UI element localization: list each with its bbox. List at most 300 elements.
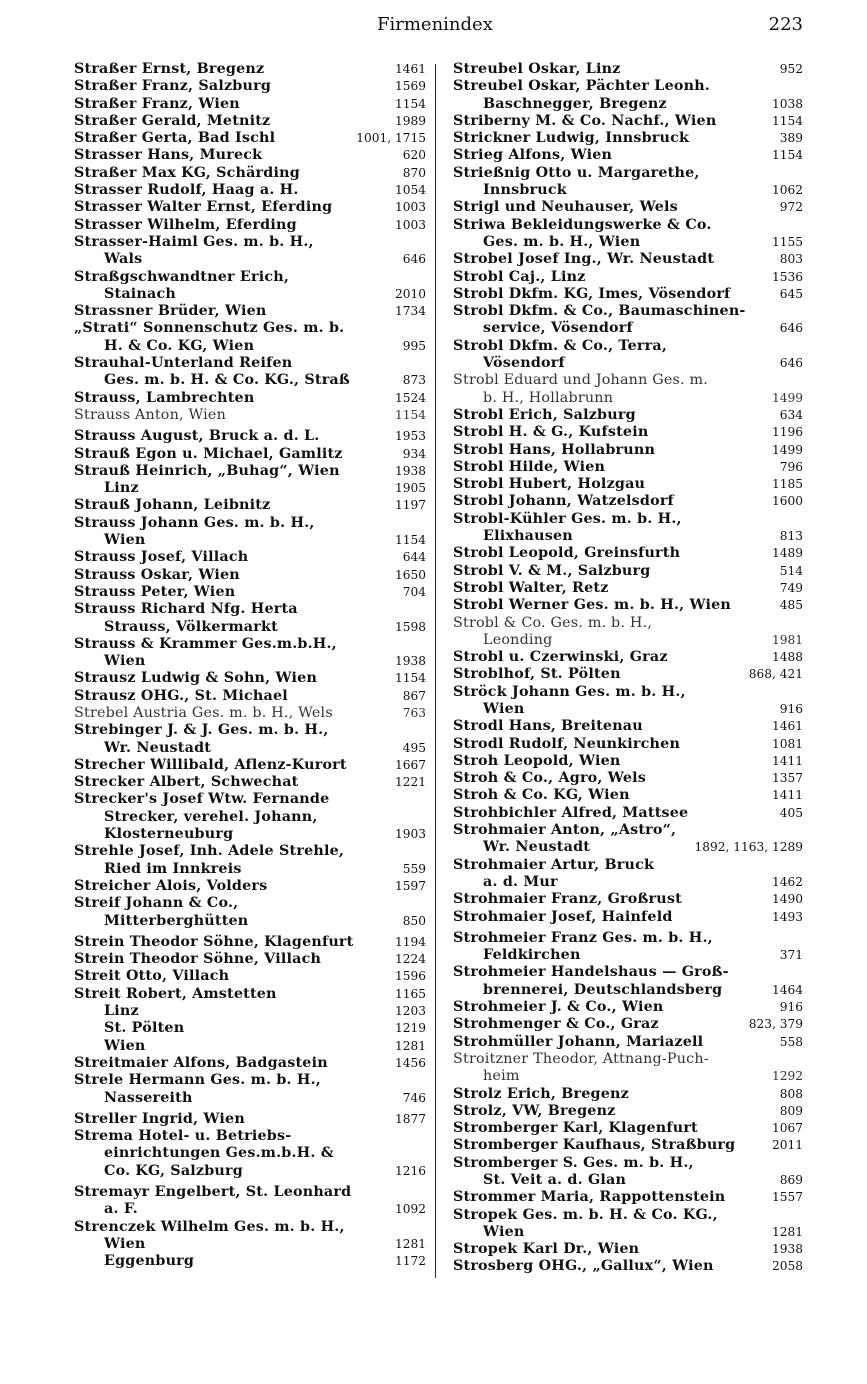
entry-page-ref: 1221 (394, 775, 426, 790)
entry-page-ref: 1154 (771, 113, 803, 128)
entry-name: Strobl Walter, Retz (453, 579, 609, 596)
entry-name: Striberny M. & Co. Nachf., Wien (453, 112, 717, 129)
index-entry (453, 580, 803, 597)
entry-page-ref: 1001, 1715 (356, 131, 426, 146)
entry-name: Straßer Gerta, Bad Ischl (74, 130, 276, 147)
entry-name: Straßer Gerald, Metnitz (74, 112, 271, 129)
entry-name: Straßgschwandtner Erich, (74, 268, 290, 285)
entry-name: Strohmeier Franz Ges. m. b. H., (453, 929, 713, 946)
index-entry (453, 1172, 803, 1189)
entry-name: Wr. Neustadt (104, 739, 212, 756)
entry-name: Strauss Anton, Wien (74, 406, 226, 423)
index-entry (453, 770, 803, 787)
entry-name: Strobl Leopold, Greinsfurth (453, 545, 681, 562)
entry-name: Straßer Max KG, Schärding (74, 164, 300, 181)
index-entry (453, 286, 803, 303)
index-entry (453, 320, 803, 337)
page-number: 223 (768, 14, 803, 35)
index-entry (453, 459, 803, 476)
entry-page-ref: 1600 (771, 494, 803, 509)
index-entry (74, 705, 426, 722)
index-entry (74, 688, 426, 705)
entry-name: Innsbruck (483, 182, 567, 199)
index-entry (453, 130, 803, 147)
entry-name: Wien (104, 1037, 146, 1054)
index-entry (74, 774, 426, 791)
entry-page-ref: 1938 (771, 1242, 803, 1257)
entry-name: Strohbichler Alfred, Mattsee (453, 804, 689, 821)
index-entry (74, 843, 426, 860)
index-entry (453, 1224, 803, 1241)
entry-page-ref: 2058 (771, 1259, 803, 1274)
entry-page-ref: 1489 (771, 546, 803, 561)
index-entry (74, 653, 426, 670)
index-entry (74, 1253, 426, 1270)
index-entry (453, 563, 803, 580)
entry-name: Linz (104, 1003, 139, 1020)
entry-page-ref: 823, 379 (748, 1017, 803, 1032)
index-entry (74, 567, 426, 584)
entry-name: Strecker's Josef Wtw. Fernande (74, 791, 330, 808)
entry-name: heim (483, 1068, 520, 1085)
index-entry (453, 805, 803, 822)
entry-name: Strauß Johann, Leibnitz (74, 497, 271, 514)
index-entry (453, 964, 803, 981)
entry-name: Ges. m. b. H., Wien (483, 233, 641, 250)
right-column (453, 61, 803, 1276)
entry-page-ref: 1154 (394, 533, 426, 548)
index-entry (74, 826, 426, 843)
entry-name: Strobel Josef Ing., Wr. Neustadt (453, 251, 715, 268)
entry-name: Strauhal-Unterland Reifen (74, 355, 293, 372)
entry-page-ref: 1569 (394, 79, 426, 94)
index-entry (74, 269, 426, 286)
index-entry (453, 839, 803, 856)
entry-page-ref: 704 (402, 584, 426, 599)
entry-name: Strobl Eduard und Johann Ges. m. (453, 372, 709, 389)
page-title: Firmenindex (377, 14, 493, 35)
entry-name: Wien (104, 532, 146, 549)
index-entry (74, 497, 426, 514)
entry-name: Streubel Oskar, Pächter Leonh. (453, 78, 710, 95)
entry-name: St. Pölten (104, 1020, 185, 1037)
entry-page-ref: 558 (779, 1034, 803, 1049)
entry-name: Wr. Neustadt (483, 839, 591, 856)
entry-page-ref: 869 (779, 1173, 803, 1187)
entry-name: Strobl Johann, Watzelsdorf (453, 493, 674, 510)
index-entry (74, 113, 426, 130)
entry-page-ref: 1154 (394, 407, 426, 422)
entry-name: Strauß Heinrich, „Buhag“, Wien (74, 462, 340, 479)
entry-name: Ges. m. b. H. & Co. KG., Straß (104, 372, 350, 389)
entry-name: Strosberg OHG., „Gallux“, Wien (453, 1258, 714, 1275)
entry-name: Ströck Johann Ges. m. b. H., (453, 683, 686, 700)
index-entry (453, 493, 803, 510)
index-entry (453, 234, 803, 251)
entry-name: Strobl Hilde, Wien (453, 458, 606, 475)
index-entry (74, 619, 426, 636)
index-entry (74, 1090, 426, 1107)
entry-name: service, Vösendorf (483, 320, 633, 337)
entry-page-ref: 1456 (394, 1055, 426, 1070)
entry-page-ref: 646 (779, 321, 803, 336)
index-entry (74, 217, 426, 234)
index-entry (453, 269, 803, 286)
entry-page-ref: 1292 (771, 1069, 803, 1084)
entry-page-ref: 1488 (771, 650, 803, 665)
entry-page-ref: 1172 (394, 1254, 426, 1269)
entry-page-ref: 1499 (771, 390, 803, 405)
index-entry (74, 968, 426, 985)
entry-name: Strausz Ludwig & Sohn, Wien (74, 670, 318, 687)
entry-name: Strema Hotel- u. Betriebs- (74, 1128, 292, 1145)
index-entry (74, 934, 426, 951)
index-entry (74, 791, 426, 808)
index-entry (453, 982, 803, 999)
index-entry (453, 303, 803, 320)
entry-name: Strohmaier Franz, Großrust (453, 891, 682, 908)
entry-name: einrichtungen Ges.m.b.H. & (104, 1145, 334, 1162)
entry-page-ref: 916 (779, 1000, 803, 1015)
index-entry (74, 251, 426, 268)
entry-name: Stroitzner Theodor, Attnang-Puch- (453, 1050, 709, 1067)
entry-name: Strobl Caj., Linz (453, 268, 586, 285)
index-entry (453, 1051, 803, 1068)
entry-name: Strohmaier Josef, Hainfeld (453, 908, 673, 925)
entry-name: Strobl Dkfm. & Co., Terra, (453, 337, 668, 354)
entry-name: Eggenburg (104, 1253, 195, 1270)
entry-name: Stropek Karl Dr., Wien (453, 1241, 640, 1258)
entry-page-ref: 746 (402, 1090, 426, 1105)
entry-page-ref: 1154 (771, 148, 803, 163)
entry-name: Strobl Dkfm. & Co., Baumaschinen- (453, 303, 746, 320)
entry-name: Stroh & Co. KG, Wien (453, 787, 630, 804)
index-entry (74, 390, 426, 407)
entry-name: Strassner Brüder, Wien (74, 303, 267, 320)
index-entry (453, 1207, 803, 1224)
entry-name: Strobl Werner Ges. m. b. H., Wien (453, 597, 732, 614)
entry-page-ref: 1493 (771, 909, 803, 924)
entry-name: Nassereith (104, 1089, 193, 1106)
index-entry (453, 684, 803, 701)
index-entry (453, 1068, 803, 1085)
entry-page-ref: 867 (402, 688, 426, 703)
entry-page-ref: 916 (779, 701, 803, 716)
entry-page-ref: 1154 (394, 96, 426, 111)
entry-name: Stroh Leopold, Wien (453, 752, 621, 769)
entry-name: Stropek Ges. m. b. H. & Co. KG., (453, 1206, 718, 1223)
index-entry (74, 1184, 426, 1201)
index-entry (453, 199, 803, 216)
entry-name: Elixhausen (483, 528, 573, 545)
index-entry (453, 1016, 803, 1033)
entry-page-ref: 1734 (394, 304, 426, 319)
index-entry (74, 96, 426, 113)
entry-name: Strausz OHG., St. Michael (74, 687, 288, 704)
entry-name: Strobl Hans, Hollabrunn (453, 441, 656, 458)
entry-name: Strolz Erich, Bregenz (453, 1085, 629, 1102)
entry-name: Strohmeier Handelshaus — Groß- (453, 964, 729, 981)
entry-name: Klosterneuburg (104, 826, 234, 843)
entry-name: Strasser Walter Ernst, Eferding (74, 199, 333, 216)
entry-name: Strobl Erich, Salzburg (453, 406, 636, 423)
entry-name: Strobl Dkfm. KG, Imes, Vösendorf (453, 285, 731, 302)
entry-page-ref: 1903 (394, 827, 426, 842)
index-entry (74, 584, 426, 601)
index-entry (74, 532, 426, 549)
index-entry (453, 511, 803, 528)
column-divider (435, 64, 436, 1278)
index-entry (74, 372, 426, 389)
index-entry (74, 861, 426, 878)
entry-name: Wien (104, 1235, 146, 1252)
entry-page-ref: 934 (402, 446, 426, 461)
entry-name: Streit Robert, Amstetten (74, 985, 277, 1002)
entry-page-ref: 809 (779, 1103, 803, 1118)
entry-page-ref: 1490 (771, 892, 803, 907)
entry-name: Baschnegger, Bregenz (483, 95, 667, 112)
entry-page-ref: 1411 (771, 788, 803, 803)
entry-page-ref: 1461 (771, 719, 803, 734)
index-entry (453, 1137, 803, 1154)
index-entry (453, 78, 803, 95)
entry-name: Strecker, verehel. Johann, (104, 808, 318, 825)
index-entry (74, 355, 426, 372)
index-entry (74, 986, 426, 1003)
index-entry (74, 428, 426, 445)
entry-name: Streit Otto, Villach (74, 968, 230, 985)
entry-page-ref: 870 (402, 165, 426, 180)
index-entry (74, 601, 426, 618)
index-entry (74, 286, 426, 303)
entry-page-ref: 1953 (394, 429, 426, 444)
index-entry (453, 753, 803, 770)
entry-name: Strohmaier Anton, „Astro“, (453, 822, 677, 839)
entry-name: Strodl Hans, Breitenau (453, 718, 643, 735)
entry-name: H. & Co. KG, Wien (104, 337, 255, 354)
entry-name: Strieg Alfons, Wien (453, 147, 613, 164)
entry-name: Mitterberghütten (104, 912, 249, 929)
index-entry (74, 1111, 426, 1128)
index-entry (453, 165, 803, 182)
entry-name: Strobl Hubert, Holzgau (453, 476, 646, 493)
entry-name: Stroblhof, St. Pölten (453, 666, 621, 683)
entry-name: Stromberger Karl, Klagenfurt (453, 1120, 698, 1137)
entry-name: Strauss Peter, Wien (74, 583, 236, 600)
entry-name: Strauss Richard Nfg. Herta (74, 601, 298, 618)
index-entry (74, 1072, 426, 1089)
index-entry (74, 61, 426, 78)
entry-page-ref: 1524 (394, 390, 426, 405)
entry-page-ref: 1557 (771, 1190, 803, 1205)
entry-page-ref: 1038 (771, 96, 803, 111)
entry-page-ref: 644 (402, 550, 426, 565)
entry-page-ref: 1062 (771, 183, 803, 198)
index-entry (453, 424, 803, 441)
entry-page-ref: 1054 (394, 183, 426, 198)
index-entry (453, 822, 803, 839)
index-entry (453, 61, 803, 78)
entry-page-ref: 763 (402, 705, 426, 720)
index-entry (453, 736, 803, 753)
index-entry (74, 1163, 426, 1180)
entry-page-ref: 634 (779, 407, 803, 422)
index-entry (453, 338, 803, 355)
index-entry (453, 390, 803, 407)
entry-name: Strecker Albert, Schwechat (74, 774, 299, 791)
entry-name: a. d. Mur (483, 873, 558, 890)
entry-page-ref: 1598 (394, 619, 426, 634)
entry-name: Strodl Rudolf, Neunkirchen (453, 735, 681, 752)
entry-name: Straßer Ernst, Bregenz (74, 61, 265, 77)
index-entry (453, 545, 803, 562)
index-entry (453, 1034, 803, 1051)
entry-page-ref: 1003 (394, 217, 426, 232)
entry-page-ref: 620 (402, 148, 426, 163)
entry-name: b. H., Hollabrunn (483, 389, 614, 406)
entry-page-ref: 1281 (771, 1224, 803, 1239)
index-entry (74, 130, 426, 147)
entry-page-ref: 1981 (771, 632, 803, 647)
entry-page-ref: 1892, 1163, 1289 (694, 840, 803, 855)
index-entry (453, 217, 803, 234)
entry-page-ref: 1165 (394, 986, 426, 1001)
index-entry (74, 951, 426, 968)
index-entry (453, 96, 803, 113)
index-entry (74, 234, 426, 251)
entry-name: Strauss & Krammer Ges.m.b.H., (74, 635, 337, 652)
index-entry (74, 722, 426, 739)
entry-page-ref: 749 (779, 580, 803, 595)
entry-page-ref: 405 (779, 805, 803, 820)
index-entry (453, 1103, 803, 1120)
entry-name: Strigl und Neuhauser, Wels (453, 199, 678, 216)
entry-name: Strobl-Kühler Ges. m. b. H., (453, 510, 682, 527)
entry-name: Strenczek Wilhelm Ges. m. b. H., (74, 1218, 345, 1235)
entry-name: Streller Ingrid, Wien (74, 1110, 245, 1127)
entry-name: Ried im Innkreis (104, 860, 242, 877)
index-entry (453, 113, 803, 130)
index-entry (74, 446, 426, 463)
entry-page-ref: 1003 (394, 200, 426, 215)
index-entry (453, 857, 803, 874)
index-entry (74, 636, 426, 653)
entry-page-ref: 1281 (394, 1038, 426, 1053)
index-entry (453, 407, 803, 424)
entry-page-ref: 645 (779, 286, 803, 301)
entry-page-ref: 559 (402, 861, 426, 876)
index-entry (453, 999, 803, 1016)
entry-name: Strasser Rudolf, Haag a. H. (74, 182, 299, 199)
entry-name: Strasser Hans, Mureck (74, 147, 263, 164)
index-entry (453, 251, 803, 268)
index-entry (74, 878, 426, 895)
index-entry (453, 909, 803, 926)
index-entry (74, 165, 426, 182)
entry-name: Strein Theodor Söhne, Villach (74, 951, 322, 968)
entry-page-ref: 796 (779, 459, 803, 474)
index-entry (453, 355, 803, 372)
entry-page-ref: 1197 (394, 498, 426, 513)
entry-name: Strohmeier J. & Co., Wien (453, 999, 664, 1016)
index-entry (74, 549, 426, 566)
entry-name: Leonding (483, 631, 553, 648)
index-entry (74, 895, 426, 912)
entry-name: Strauss, Lambrechten (74, 389, 255, 406)
entry-name: Straßer Franz, Salzburg (74, 78, 272, 95)
index-entry (74, 480, 426, 497)
entry-name: Streif Johann & Co., (74, 895, 239, 912)
entry-page-ref: 2011 (771, 1138, 803, 1153)
entry-page-ref: 1092 (394, 1202, 426, 1217)
entry-name: Strolz, VW, Bregenz (453, 1102, 616, 1119)
index-entry (453, 701, 803, 718)
entry-page-ref: 1461 (394, 62, 426, 76)
entry-page-ref: 873 (402, 373, 426, 388)
entry-name: a. F. (104, 1201, 138, 1218)
index-entry (453, 874, 803, 891)
entry-page-ref: 1219 (394, 1021, 426, 1036)
entry-name: Strein Theodor Söhne, Klagenfurt (74, 933, 354, 950)
entry-name: Strauss, Völkermarkt (104, 618, 278, 635)
entry-name: Vösendorf (483, 355, 565, 372)
index-entry (74, 670, 426, 687)
entry-page-ref: 1464 (771, 982, 803, 997)
index-entry (453, 1155, 803, 1172)
entry-page-ref: 1185 (771, 477, 803, 492)
entry-page-ref: 1989 (394, 113, 426, 128)
entry-name: Strauss Josef, Villach (74, 549, 249, 566)
entry-page-ref: 1155 (771, 234, 803, 249)
entry-page-ref: 1194 (394, 934, 426, 949)
entry-name: Linz (104, 480, 139, 497)
index-entry (74, 407, 426, 424)
entry-page-ref: 1411 (771, 753, 803, 768)
index-entry (453, 930, 803, 947)
entry-page-ref: 1081 (771, 736, 803, 751)
index-entry (74, 199, 426, 216)
entry-name: Stromberger Kaufhaus, Straßburg (453, 1137, 736, 1154)
entry-name: brennerei, Deutschlandsberg (483, 981, 723, 998)
entry-name: Strohmüller Johann, Mariazell (453, 1033, 704, 1050)
index-entry (74, 1055, 426, 1072)
index-entry (453, 666, 803, 683)
entry-page-ref: 803 (779, 252, 803, 267)
entry-page-ref: 1357 (771, 771, 803, 786)
index-entry (453, 147, 803, 164)
entry-name: Strecher Willibald, Aflenz-Kurort (74, 756, 347, 773)
index-entry (74, 740, 426, 757)
index-entry (453, 476, 803, 493)
index-entry (453, 718, 803, 735)
entry-name: Striwa Bekleidungswerke & Co. (453, 216, 712, 233)
entry-name: Wals (104, 251, 143, 268)
entry-name: Strebinger J. & J. Ges. m. b. H., (74, 722, 329, 739)
entry-page-ref: 371 (779, 948, 803, 963)
entry-page-ref: 972 (779, 200, 803, 215)
index-entry (453, 1258, 803, 1275)
entry-name: Wien (483, 1223, 525, 1240)
entry-page-ref: 1462 (771, 874, 803, 889)
entry-name: Wien (483, 700, 525, 717)
entry-page-ref: 1650 (394, 567, 426, 582)
index-entry (74, 809, 426, 826)
index-entry (74, 1145, 426, 1162)
entry-page-ref: 389 (779, 131, 803, 146)
index-entry (74, 303, 426, 320)
index-entry (74, 1003, 426, 1020)
index-entry (74, 182, 426, 199)
